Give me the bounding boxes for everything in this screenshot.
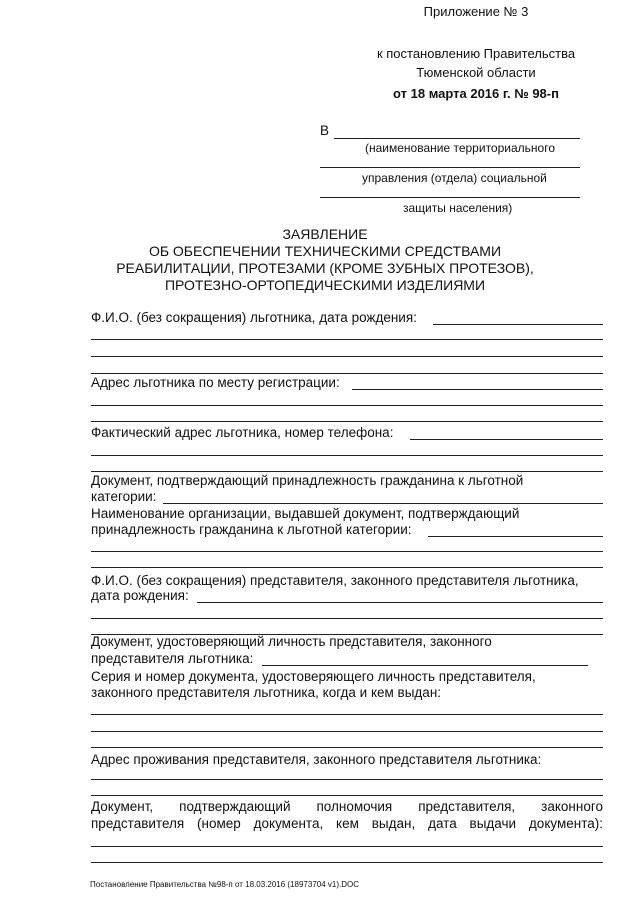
addressee-hint-1: (наименование территориального [365, 141, 555, 155]
document-footer: Постановление Правительства №98-п от 18.03.2016 (18973704 v1).DOC [90, 880, 360, 889]
document-title-4: ПРОТЕЗНО-ОРТОПЕДИЧЕСКИМИ ИЗДЕЛИЯМИ [164, 277, 486, 293]
representative-authority-line-2[interactable] [91, 862, 603, 863]
beneficiary-name-line-3[interactable] [91, 356, 603, 357]
representative-address-line-1[interactable] [91, 779, 603, 780]
document-title-2: ОБ ОБЕСПЕЧЕНИИ ТЕХНИЧЕСКИМИ СРЕДСТВАМИ [148, 243, 502, 259]
representative-address-label: Адрес проживания представителя, законного представителя льготника: [91, 752, 542, 767]
representative-address-line-2[interactable] [91, 795, 603, 796]
representative-id-label-2: представителя льготника: [91, 651, 254, 666]
beneficiary-name-fill[interactable] [433, 324, 603, 325]
issuer-line-3[interactable] [91, 567, 603, 568]
category-document-fill[interactable] [163, 503, 603, 504]
category-document-label-2: категории: [91, 489, 157, 504]
representative-authority-label-1: Документ, подтверждающий полномочия представителя, законного [91, 799, 603, 814]
representative-series-label-1: Серия и номер документа, удостоверяющего личность представителя, [91, 669, 536, 684]
addressee-line-3[interactable] [320, 197, 580, 198]
region-name: Тюменской области [416, 65, 536, 80]
representative-series-line-2[interactable] [91, 731, 603, 732]
registration-address-line-3[interactable] [91, 421, 603, 422]
beneficiary-name-line-2[interactable] [91, 339, 603, 340]
resolution-reference: к постановлению Правительства [376, 46, 576, 61]
addressee-hint-2: управления (отдела) социальной [362, 171, 547, 185]
document-title-1: ЗАЯВЛЕНИЕ [282, 226, 368, 242]
registration-address-line-2[interactable] [91, 405, 603, 406]
addressee-hint-3: защиты населения) [403, 201, 513, 215]
representative-authority-label-2: представителя (номер документа, кем выдан, дата выдачи документа): [91, 816, 603, 831]
issuer-label-2: принадлежность гражданина к льготной категории: [91, 522, 412, 537]
registration-address-label: Адрес льготника по месту регистрации: [91, 375, 340, 390]
actual-address-fill[interactable] [410, 439, 603, 440]
representative-id-fill[interactable] [262, 665, 588, 666]
addressee-line-1[interactable] [334, 138, 580, 139]
representative-authority-line-1[interactable] [91, 846, 603, 847]
appendix-number: Приложение № 3 [423, 4, 529, 19]
representative-series-label-2: законного представителя льготника, когда и кем выдан: [91, 685, 442, 700]
registration-address-fill[interactable] [352, 389, 603, 390]
issuer-line-2[interactable] [91, 551, 603, 552]
representative-name-label-1: Ф.И.О. (без сокращения) представителя, законного представителя льготника, [91, 573, 579, 588]
actual-address-label: Фактический адрес льготника, номер телефона: [91, 425, 394, 440]
representative-name-line-2[interactable] [91, 618, 603, 619]
addressee-prefix: В [320, 123, 330, 138]
issuer-label-1: Наименование организации, выдавшей документ, подтверждающий [91, 506, 520, 521]
beneficiary-name-label: Ф.И.О. (без сокращения) льготника, дата рождения: [91, 310, 417, 325]
representative-series-line-3[interactable] [91, 747, 603, 748]
resolution-date-number: от 18 марта 2016 г. № 98-п [393, 86, 559, 101]
addressee-line-2[interactable] [320, 167, 580, 168]
issuer-fill[interactable] [428, 536, 603, 537]
representative-name-label-2: дата рождения: [91, 588, 189, 603]
representative-series-line-1[interactable] [91, 714, 603, 715]
representative-id-label-1: Документ, удостоверяющий личность представителя, законного [91, 634, 492, 649]
document-title-3: РЕАБИЛИТАЦИИ, ПРОТЕЗАМИ (КРОМЕ ЗУБНЫХ ПРОТЕЗОВ), [116, 260, 534, 276]
representative-name-fill[interactable] [197, 602, 603, 603]
actual-address-line-2[interactable] [91, 455, 603, 456]
category-document-label-1: Документ, подтверждающий принадлежность гражданина к льготной [91, 473, 524, 488]
